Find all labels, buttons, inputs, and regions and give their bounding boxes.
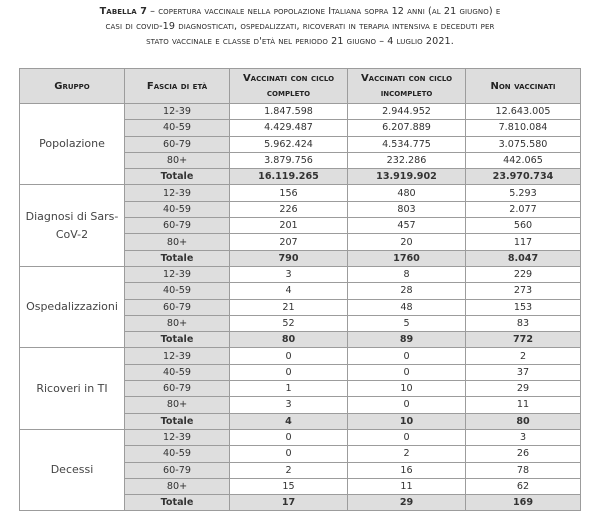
total-incomplete-cell: 13.919.902 — [348, 169, 466, 185]
vaccination-table — [19, 68, 581, 511]
unvaccinated-cell: 2 — [466, 348, 581, 364]
incomplete-cell: 480 — [348, 185, 466, 201]
table-row — [20, 266, 581, 282]
group-name: Diagnosi di Sars-CoV-2 — [20, 185, 125, 266]
group-name: Popolazione — [20, 104, 125, 185]
age-cell: 80+ — [125, 152, 230, 168]
group-name: Decessi — [20, 429, 125, 510]
total-unvaccinated-cell: 169 — [466, 495, 581, 511]
total-complete-cell: 16.119.265 — [230, 169, 348, 185]
total-label: Totale — [125, 495, 230, 511]
incomplete-cell: 457 — [348, 218, 466, 234]
incomplete-cell: 6.207.889 — [348, 120, 466, 136]
unvaccinated-cell: 229 — [466, 266, 581, 282]
incomplete-cell: 2.944.952 — [348, 104, 466, 120]
unvaccinated-cell: 37 — [466, 364, 581, 380]
unvaccinated-cell: 26 — [466, 446, 581, 462]
complete-cell: 2 — [230, 462, 348, 478]
group-name: Ricoveri in TI — [20, 348, 125, 429]
caption-line-1 — [22, 4, 578, 19]
age-cell: 60-79 — [125, 462, 230, 478]
unvaccinated-cell: 62 — [466, 478, 581, 494]
header-group: Gruppo — [20, 69, 125, 104]
unvaccinated-cell: 78 — [466, 462, 581, 478]
unvaccinated-cell: 12.643.005 — [466, 104, 581, 120]
complete-cell: 3 — [230, 266, 348, 282]
complete-cell: 0 — [230, 348, 348, 364]
complete-cell: 15 — [230, 478, 348, 494]
unvaccinated-cell: 11 — [466, 397, 581, 413]
incomplete-cell: 10 — [348, 381, 466, 397]
unvaccinated-cell: 442.065 — [466, 152, 581, 168]
age-cell: 80+ — [125, 478, 230, 494]
group-name: Ospedalizzazioni — [20, 266, 125, 347]
total-complete-cell: 790 — [230, 250, 348, 266]
header-row — [20, 69, 581, 104]
age-cell: 40-59 — [125, 283, 230, 299]
unvaccinated-cell: 117 — [466, 234, 581, 250]
table-row — [20, 185, 581, 201]
age-cell: 12-39 — [125, 348, 230, 364]
complete-cell: 0 — [230, 364, 348, 380]
complete-cell: 207 — [230, 234, 348, 250]
unvaccinated-cell: 2.077 — [466, 201, 581, 217]
complete-cell: 21 — [230, 299, 348, 315]
incomplete-cell: 20 — [348, 234, 466, 250]
total-incomplete-cell: 10 — [348, 413, 466, 429]
incomplete-cell: 16 — [348, 462, 466, 478]
unvaccinated-cell: 5.293 — [466, 185, 581, 201]
total-unvaccinated-cell: 8.047 — [466, 250, 581, 266]
total-label: Totale — [125, 250, 230, 266]
header-age: Fascia di età — [125, 69, 230, 104]
age-cell: 12-39 — [125, 104, 230, 120]
complete-cell: 0 — [230, 429, 348, 445]
complete-cell: 201 — [230, 218, 348, 234]
age-cell: 60-79 — [125, 299, 230, 315]
age-cell: 80+ — [125, 234, 230, 250]
incomplete-cell: 0 — [348, 429, 466, 445]
unvaccinated-cell: 3 — [466, 429, 581, 445]
table-row — [20, 429, 581, 445]
unvaccinated-cell: 29 — [466, 381, 581, 397]
unvaccinated-cell: 83 — [466, 315, 581, 331]
incomplete-cell: 232.286 — [348, 152, 466, 168]
total-complete-cell: 17 — [230, 495, 348, 511]
table-caption — [22, 4, 578, 49]
total-unvaccinated-cell: 80 — [466, 413, 581, 429]
header-incomplete: Vaccinati con ciclo incompleto — [348, 69, 466, 104]
header-unvaccinated: Non vaccinati — [466, 69, 581, 104]
total-complete-cell: 80 — [230, 332, 348, 348]
complete-cell: 4 — [230, 283, 348, 299]
unvaccinated-cell: 3.075.580 — [466, 136, 581, 152]
complete-cell: 52 — [230, 315, 348, 331]
age-cell: 60-79 — [125, 218, 230, 234]
total-unvaccinated-cell: 23.970.734 — [466, 169, 581, 185]
total-complete-cell: 4 — [230, 413, 348, 429]
age-cell: 60-79 — [125, 136, 230, 152]
age-cell: 80+ — [125, 315, 230, 331]
total-incomplete-cell: 1760 — [348, 250, 466, 266]
caption-text-1: – copertura vaccinale nella popolazione Italiana sopra 12 anni (al 21 giugno) e — [147, 6, 501, 17]
age-cell: 12-39 — [125, 266, 230, 282]
age-cell: 40-59 — [125, 201, 230, 217]
total-incomplete-cell: 89 — [348, 332, 466, 348]
incomplete-cell: 48 — [348, 299, 466, 315]
complete-cell: 156 — [230, 185, 348, 201]
complete-cell: 1.847.598 — [230, 104, 348, 120]
table-row — [20, 104, 581, 120]
table-body — [20, 104, 581, 511]
total-incomplete-cell: 29 — [348, 495, 466, 511]
incomplete-cell: 0 — [348, 397, 466, 413]
complete-cell: 3.879.756 — [230, 152, 348, 168]
incomplete-cell: 4.534.775 — [348, 136, 466, 152]
complete-cell: 4.429.487 — [230, 120, 348, 136]
incomplete-cell: 11 — [348, 478, 466, 494]
unvaccinated-cell: 7.810.084 — [466, 120, 581, 136]
age-cell: 40-59 — [125, 364, 230, 380]
table-row — [20, 348, 581, 364]
age-cell: 12-39 — [125, 185, 230, 201]
incomplete-cell: 28 — [348, 283, 466, 299]
header-complete: Vaccinati con ciclo completo — [230, 69, 348, 104]
unvaccinated-cell: 560 — [466, 218, 581, 234]
age-cell: 40-59 — [125, 446, 230, 462]
complete-cell: 5.962.424 — [230, 136, 348, 152]
age-cell: 12-39 — [125, 429, 230, 445]
caption-line-2: casi di covid-19 diagnosticati, ospedalizzati, ricoverati in terapia intensiva e deceduti per — [105, 21, 495, 32]
incomplete-cell: 5 — [348, 315, 466, 331]
incomplete-cell: 0 — [348, 348, 466, 364]
age-cell: 80+ — [125, 397, 230, 413]
complete-cell: 1 — [230, 381, 348, 397]
incomplete-cell: 8 — [348, 266, 466, 282]
incomplete-cell: 2 — [348, 446, 466, 462]
total-label: Totale — [125, 169, 230, 185]
complete-cell: 0 — [230, 446, 348, 462]
total-label: Totale — [125, 332, 230, 348]
complete-cell: 3 — [230, 397, 348, 413]
unvaccinated-cell: 273 — [466, 283, 581, 299]
incomplete-cell: 0 — [348, 364, 466, 380]
incomplete-cell: 803 — [348, 201, 466, 217]
age-cell: 60-79 — [125, 381, 230, 397]
total-unvaccinated-cell: 772 — [466, 332, 581, 348]
unvaccinated-cell: 153 — [466, 299, 581, 315]
caption-line-3: stato vaccinale e classe d'età nel periodo 21 giugno – 4 luglio 2021. — [146, 36, 454, 47]
total-label: Totale — [125, 413, 230, 429]
complete-cell: 226 — [230, 201, 348, 217]
age-cell: 40-59 — [125, 120, 230, 136]
caption-label: Tabella 7 — [99, 6, 147, 17]
